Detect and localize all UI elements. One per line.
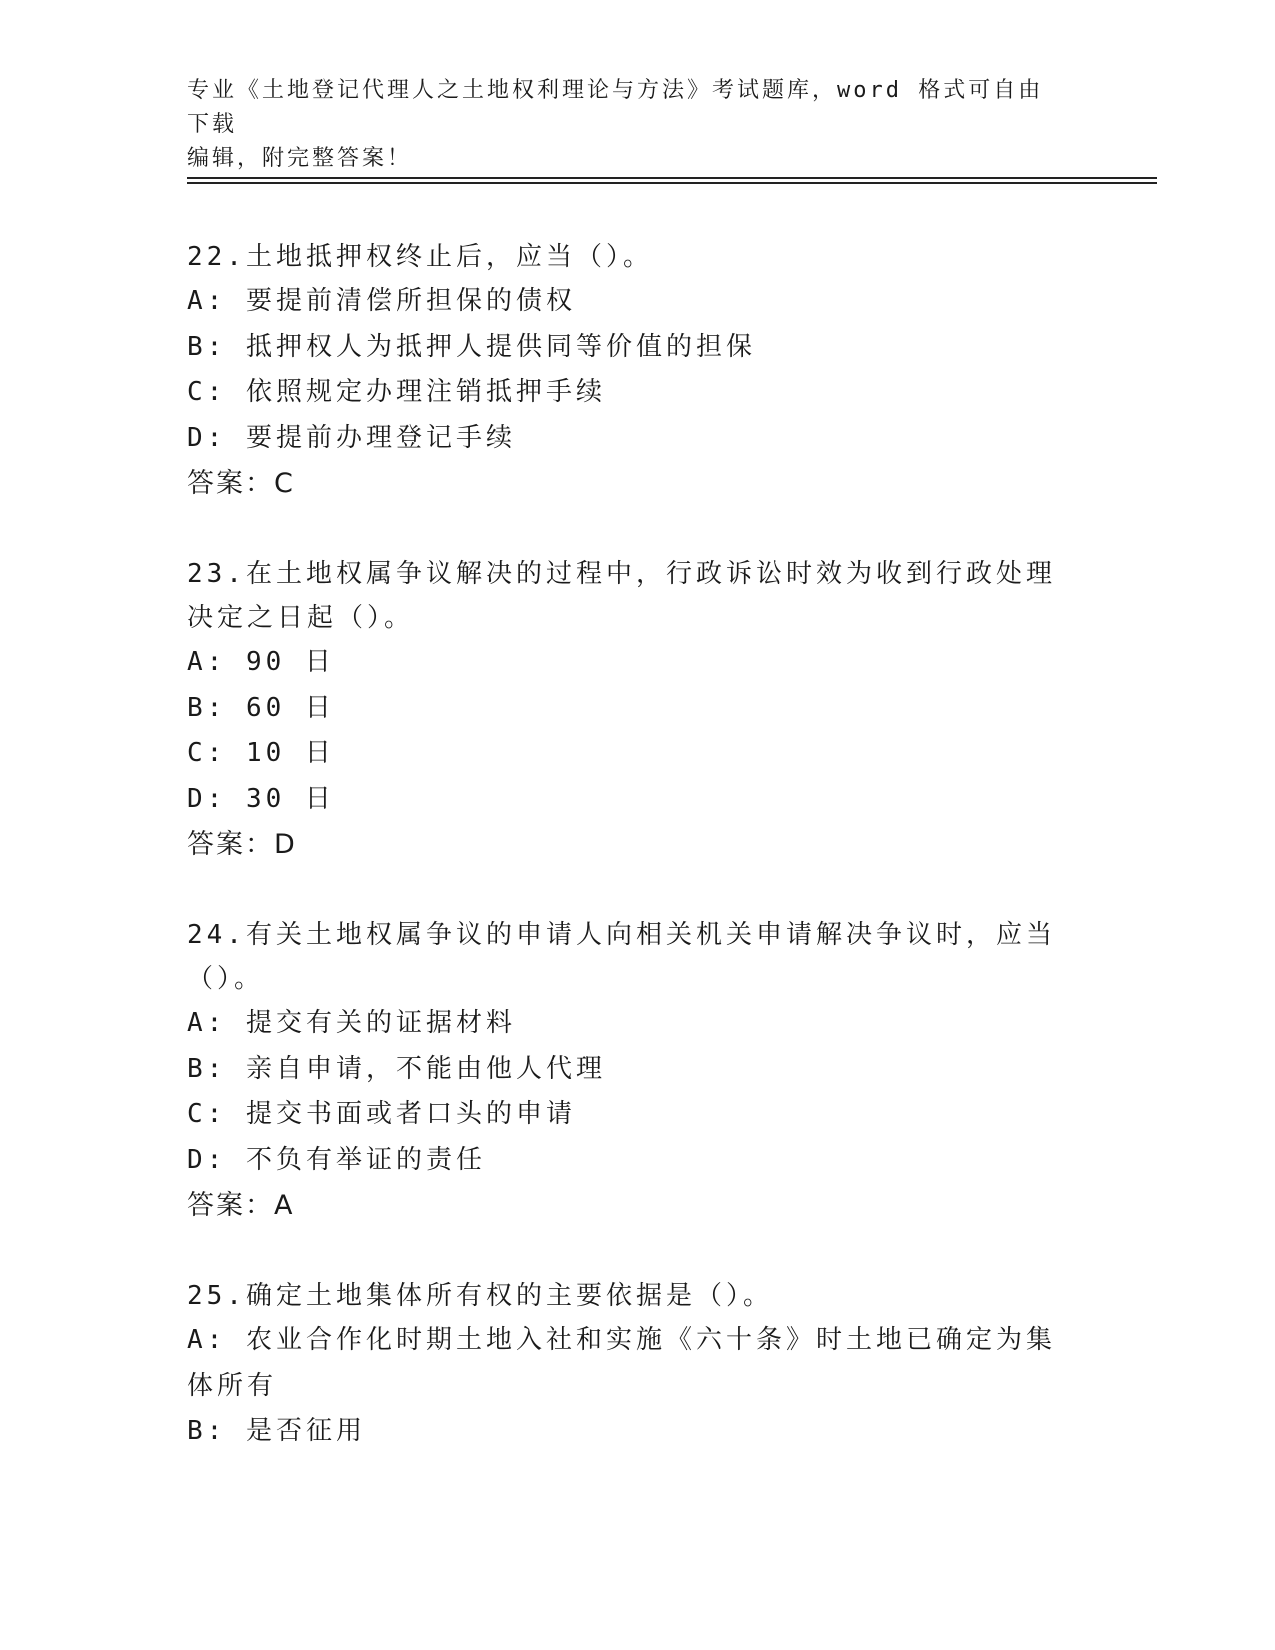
option-a: A: 要提前清偿所担保的债权 bbox=[187, 286, 576, 316]
header-divider-top bbox=[187, 177, 1157, 179]
answer-line: 答案：D bbox=[187, 829, 297, 860]
question-24 bbox=[187, 913, 1087, 1228]
header-line-1: 专业《土地登记代理人之土地权利理论与方法》考试题库，word 格式可自由下载 bbox=[187, 78, 1044, 137]
answer-line: 答案：A bbox=[187, 1190, 295, 1221]
option-b: B: 是否征用 bbox=[187, 1416, 366, 1446]
option-c: C: 依照规定办理注销抵押手续 bbox=[187, 377, 606, 407]
option-a: A: 农业合作化时期土地入社和实施《六十条》时土地已确定为集体所有 bbox=[187, 1325, 1056, 1401]
option-b: B: 60 日 bbox=[187, 692, 335, 723]
option-b: B: 亲自申请，不能由他人代理 bbox=[187, 1053, 606, 1084]
option-c: C: 提交书面或者口头的申请 bbox=[187, 1099, 576, 1129]
option-b: B: 抵押权人为抵押人提供同等价值的担保 bbox=[187, 331, 756, 362]
question-list bbox=[187, 235, 1087, 1501]
question-stem: 22.土地抵押权终止后，应当（）。 bbox=[187, 242, 653, 272]
option-c: C: 10 日 bbox=[187, 738, 335, 768]
option-d: D: 要提前办理登记手续 bbox=[187, 422, 516, 453]
question-23 bbox=[187, 552, 1087, 867]
answer-line: 答案：C bbox=[187, 468, 295, 499]
question-stem: 24.有关土地权属争议的申请人向相关机关申请解决争议时，应当（）。 bbox=[187, 920, 1056, 994]
header-divider-bottom bbox=[187, 182, 1157, 184]
header-line-2: 编辑，附完整答案！ bbox=[187, 146, 413, 171]
option-d: D: 不负有举证的责任 bbox=[187, 1144, 486, 1175]
option-d: D: 30 日 bbox=[187, 783, 335, 814]
option-a: A: 90 日 bbox=[187, 647, 335, 677]
question-22 bbox=[187, 235, 1087, 506]
question-stem: 23.在土地权属争议解决的过程中，行政诉讼时效为收到行政处理决定之日起（）。 bbox=[187, 559, 1056, 633]
document-header bbox=[187, 74, 1067, 176]
question-stem: 25.确定土地集体所有权的主要依据是（）。 bbox=[187, 1281, 773, 1311]
question-25 bbox=[187, 1274, 1087, 1455]
option-a: A: 提交有关的证据材料 bbox=[187, 1008, 516, 1038]
